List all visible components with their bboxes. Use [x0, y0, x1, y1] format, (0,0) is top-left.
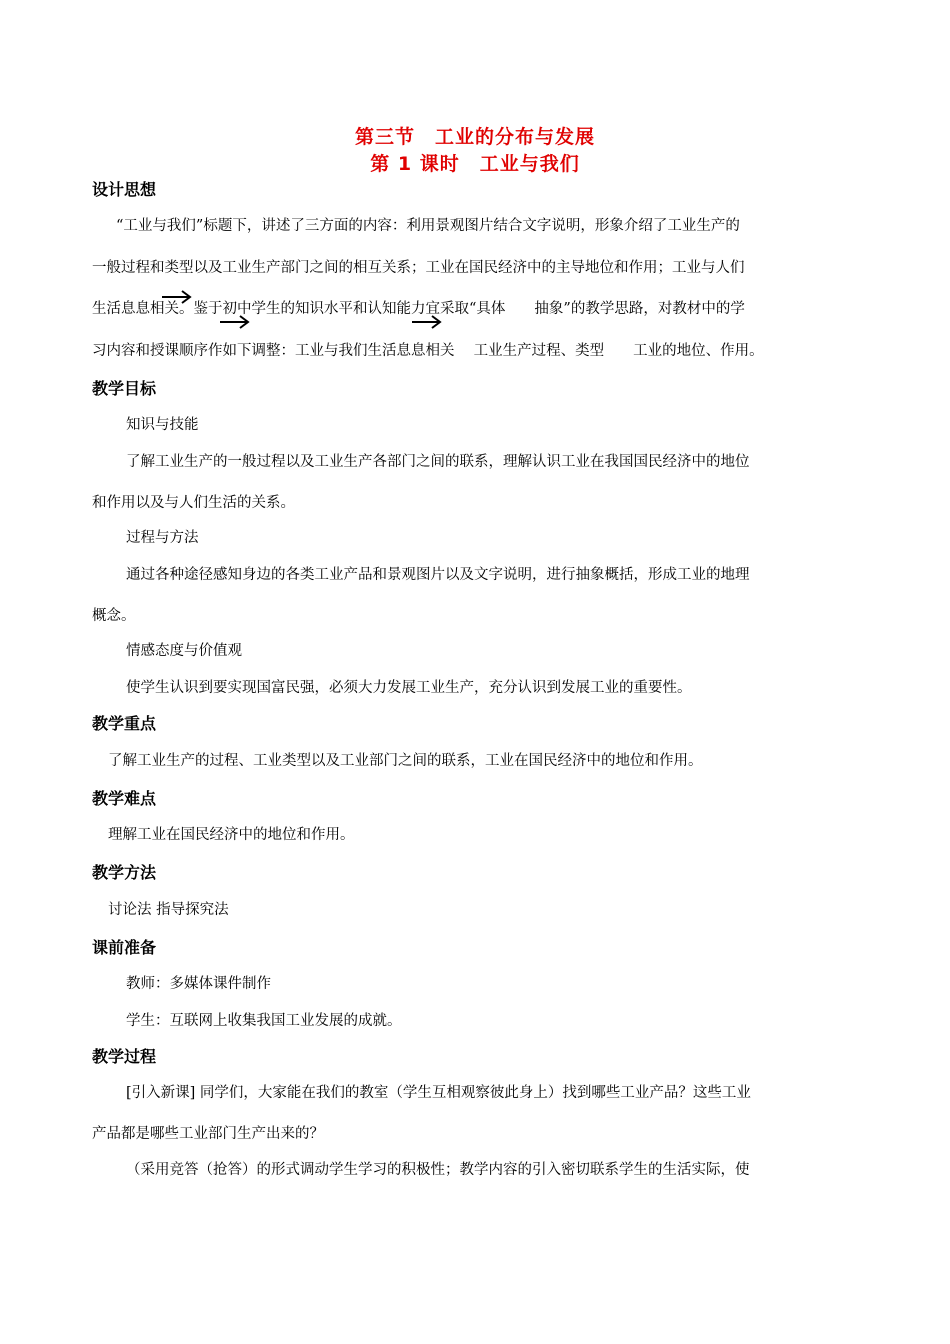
methods-text: 讨论法 指导探究法 — [108, 902, 229, 918]
goals-process-line-1: 通过各种途径感知身边的各类工业产品和景观图片以及文字说明，进行抽象概括，形成工业的地理 — [126, 567, 750, 583]
arrow-right-icon — [160, 289, 194, 305]
goals-process-label: 过程与方法 — [126, 530, 199, 546]
methods-heading: 教学方法 — [92, 863, 157, 882]
preparation-teacher: 教师：多媒体课件制作 — [126, 976, 271, 992]
lesson-title: 第 1 课时 工业与我们 — [370, 153, 580, 175]
key-points-text: 了解工业生产的过程、工业类型以及工业部门之间的联系，工业在国民经济中的地位和作用。 — [108, 753, 703, 769]
design-heading: 设计思想 — [92, 180, 157, 199]
design-line-1: “工业与我们”标题下，讲述了三方面的内容：利用景观图片结合文字说明，形象介绍了工业生产的 — [116, 218, 740, 234]
preparation-student: 学生：互联网上收集我国工业发展的成就。 — [126, 1013, 402, 1029]
process-heading: 教学过程 — [92, 1047, 157, 1066]
goals-knowledge-line-1: 了解工业生产的一般过程以及工业生产各部门之间的联系，理解认识工业在我国国民经济中的地位 — [126, 454, 750, 470]
design-line-4: 习内容和授课顺序作如下调整：工业与我们生活息息相关 工业生产过程、类型 工业的地位、作用。 — [92, 343, 764, 359]
goals-values-label: 情感态度与价值观 — [126, 643, 242, 659]
goals-knowledge-label: 知识与技能 — [126, 417, 199, 433]
arrow-right-icon — [410, 314, 444, 330]
goals-process-line-2: 概念。 — [92, 608, 136, 624]
preparation-heading: 课前准备 — [92, 938, 157, 957]
difficulties-text: 理解工业在国民经济中的地位和作用。 — [108, 827, 355, 843]
key-points-heading: 教学重点 — [92, 714, 157, 733]
goals-values-line-1: 使学生认识到要实现国富民强，必须大力发展工业生产，充分认识到发展工业的重要性。 — [126, 680, 692, 696]
process-line-3: （采用竞答（抢答）的形式调动学生学习的积极性；教学内容的引入密切联系学生的生活实际，使 — [126, 1162, 750, 1178]
goals-heading: 教学目标 — [92, 379, 157, 398]
arrow-right-icon — [218, 314, 252, 330]
process-line-2: 产品都是哪些工业部门生产出来的？ — [92, 1126, 324, 1142]
design-line-3: 生活息息相关。鉴于初中学生的知识水平和认知能力宜采取“具体 抽象”的教学思路，对教材中的学 — [92, 301, 745, 317]
design-line-2: 一般过程和类型以及工业生产部门之间的相互关系；工业在国民经济中的主导地位和作用；工业与人们 — [92, 260, 745, 276]
section-title: 第三节 工业的分布与发展 — [354, 126, 595, 148]
goals-knowledge-line-2: 和作用以及与人们生活的关系。 — [92, 495, 295, 511]
difficulties-heading: 教学难点 — [92, 789, 157, 808]
process-line-1: [引入新课] 同学们，大家能在我们的教室（学生互相观察彼此身上）找到哪些工业产品？这些工业 — [126, 1085, 751, 1101]
